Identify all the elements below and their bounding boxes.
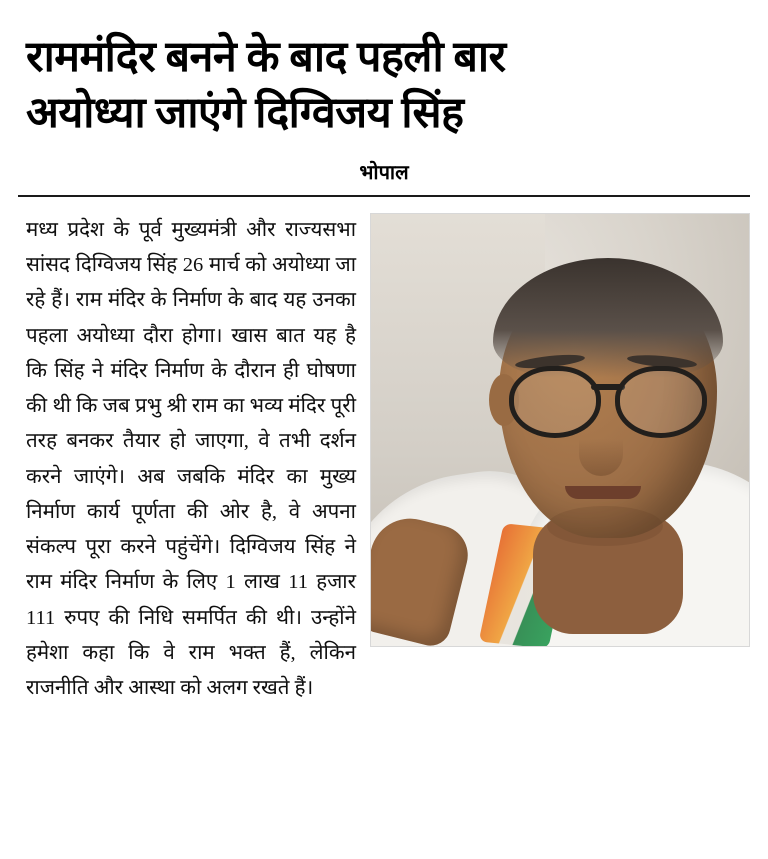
dateline: भोपाल bbox=[359, 161, 409, 184]
article-body bbox=[18, 213, 750, 709]
photo-nose bbox=[579, 414, 623, 476]
headline-line-1: राममंदिर बनने के बाद पहली बार bbox=[26, 34, 506, 81]
headline-line-2: अयोध्या जाएंगे दिग्विजय सिंह bbox=[26, 89, 464, 137]
page-title bbox=[26, 30, 742, 142]
photo-chin bbox=[547, 506, 663, 546]
photo-mouth bbox=[565, 486, 641, 499]
article-paragraph: मध्य प्रदेश के पूर्व मुख्यमंत्री और राज्यसभा सांसद दिग्विजय सिंह 26 मार्च को अयोध्या जा रहे हैं। राम मंदिर के निर्माण के बाद यह उनका पहला अयोध्या दौरा होगा। खास बात यह है कि सिंह ने मंदिर निर्माण के दौरान ही घोषणा की थी कि जब प्रभु श्री राम का भव्य मंदिर पूरी तरह बनकर तैयार हो जाएगा, वे तभी दर्शन करने जाएंगे। अब जबकि मंदिर का मुख्य निर्माण कार्य पूर्णता की ओर है, वे अपना संकल्प पूरा करने पहुंचेंगे। दिग्विजय सिंह ने राम मंदिर निर्माण के लिए 1 लाख 11 हजार 111 रुपए की निधि समर्पित की थी। उन्होंने हमेशा कहा कि वे राम भक्त हैं, लेकिन राजनीति और आस्था को अलग रखते हैं। bbox=[26, 218, 356, 700]
photo-glasses-lens-right bbox=[615, 366, 707, 438]
horizontal-rule bbox=[18, 195, 750, 197]
article-photo bbox=[370, 213, 750, 647]
